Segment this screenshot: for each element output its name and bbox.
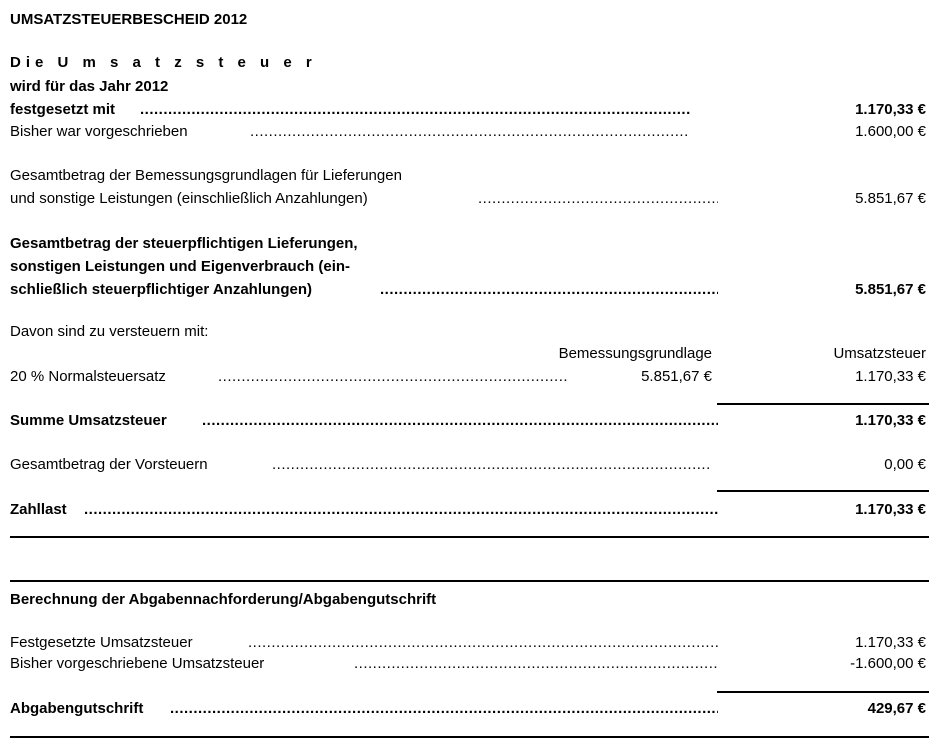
gutschrift-label: Abgabengutschrift bbox=[10, 700, 144, 717]
zahllast-label: Zahllast bbox=[10, 501, 67, 518]
normalsteuersatz-bemessung: 5.851,67 € bbox=[641, 368, 712, 385]
berechnung-heading: Berechnung der Abgabennachforderung/Abgabengutschrift bbox=[10, 591, 437, 608]
leader-dots bbox=[250, 122, 690, 142]
festgesetzt-value: 1.170,33 € bbox=[855, 101, 926, 118]
bisher-label: Bisher war vorgeschrieben bbox=[10, 123, 188, 140]
leader-dots bbox=[478, 189, 718, 209]
leader-dots bbox=[140, 100, 690, 120]
steuerpflichtig-line-1: Gesamtbetrag der steuerpflichtigen Lieferungen, bbox=[10, 235, 358, 252]
intro-line-1: Die U m s a t z s t e u e r bbox=[10, 54, 317, 71]
vorsteuern-value: 0,00 € bbox=[884, 456, 926, 473]
bemessung-line-2: und sonstige Leistungen (einschließlich Anzahlungen) bbox=[10, 190, 368, 207]
normalsteuersatz-label: 20 % Normalsteuersatz bbox=[10, 368, 166, 385]
leader-dots bbox=[170, 699, 718, 719]
section-divider bbox=[10, 736, 929, 738]
summe-label: Summe Umsatzsteuer bbox=[10, 412, 167, 429]
festgesetzte-ust-label: Festgesetzte Umsatzsteuer bbox=[10, 634, 193, 651]
leader-dots bbox=[380, 280, 718, 300]
zahllast-value: 1.170,33 € bbox=[855, 501, 926, 518]
divider-line bbox=[717, 490, 929, 492]
col-header-ust: Umsatzsteuer bbox=[833, 345, 926, 362]
leader-dots bbox=[218, 367, 568, 387]
document-title: UMSATZSTEUERBESCHEID 2012 bbox=[10, 11, 248, 28]
steuerpflichtig-line-2: sonstigen Leistungen und Eigenverbrauch (ein- bbox=[10, 258, 351, 275]
steuerpflichtig-value: 5.851,67 € bbox=[855, 281, 926, 298]
bisher-ust-value: -1.600,00 € bbox=[850, 655, 926, 672]
divider-line bbox=[717, 403, 929, 405]
summe-value: 1.170,33 € bbox=[855, 412, 926, 429]
bemessung-value: 5.851,67 € bbox=[855, 190, 926, 207]
col-header-bemessung: Bemessungsgrundlage bbox=[558, 345, 712, 362]
gutschrift-value: 429,67 € bbox=[867, 700, 926, 717]
section-divider bbox=[10, 580, 929, 582]
intro-line-3: festgesetzt mit bbox=[10, 101, 116, 118]
davon-label: Davon sind zu versteuern mit: bbox=[10, 323, 209, 340]
intro-line-2: wird für das Jahr 2012 bbox=[10, 78, 169, 95]
leader-dots bbox=[84, 500, 718, 520]
section-divider bbox=[10, 536, 929, 538]
leader-dots bbox=[354, 654, 718, 674]
leader-dots bbox=[202, 411, 718, 431]
bisher-ust-label: Bisher vorgeschriebene Umsatzsteuer bbox=[10, 655, 265, 672]
leader-dots bbox=[272, 455, 712, 475]
steuerpflichtig-line-3: schließlich steuerpflichtiger Anzahlungen) bbox=[10, 281, 312, 298]
normalsteuersatz-ust: 1.170,33 € bbox=[855, 368, 926, 385]
festgesetzte-ust-value: 1.170,33 € bbox=[855, 634, 926, 651]
bemessung-line-1: Gesamtbetrag der Bemessungsgrundlagen für Lieferungen bbox=[10, 167, 402, 184]
leader-dots bbox=[248, 633, 718, 653]
vorsteuern-label: Gesamtbetrag der Vorsteuern bbox=[10, 456, 208, 473]
bisher-value: 1.600,00 € bbox=[855, 123, 926, 140]
divider-line bbox=[717, 691, 929, 693]
